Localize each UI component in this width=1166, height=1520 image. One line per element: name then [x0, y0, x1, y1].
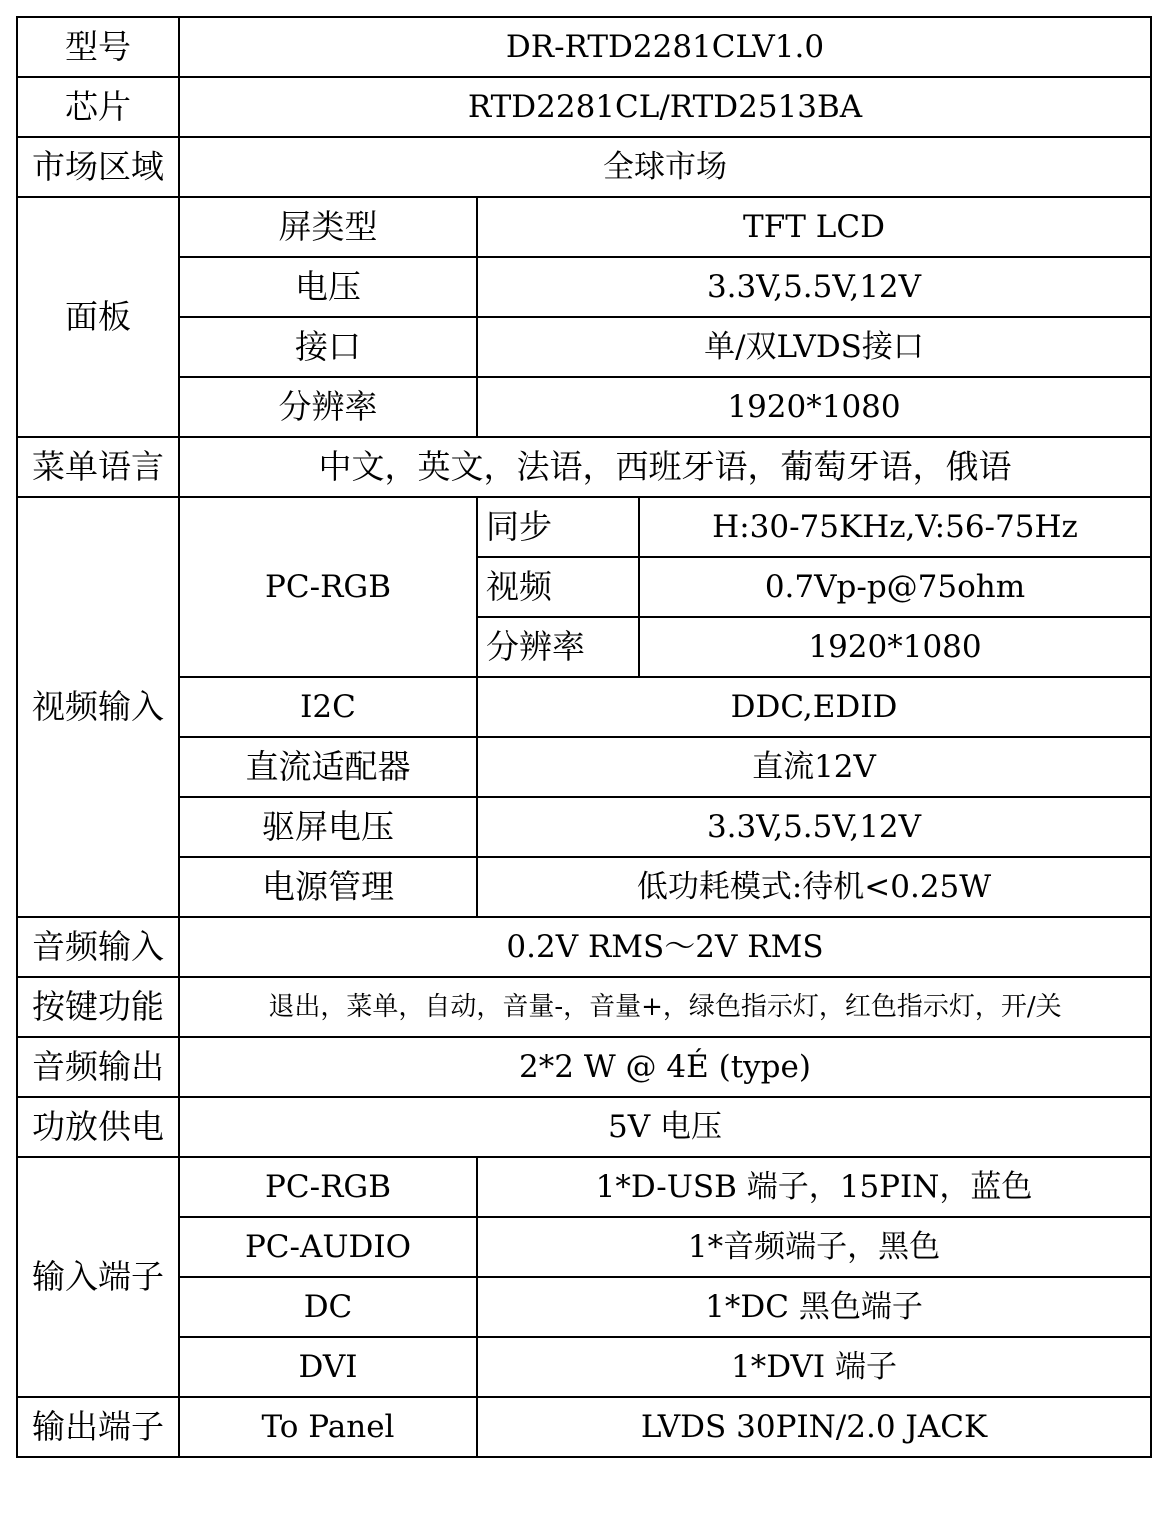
row-label-key-function: 按键功能	[17, 977, 179, 1037]
pc-rgb-sub-value: 0.7Vp-p@75ohm	[639, 557, 1151, 617]
panel-sub-label: 分辨率	[179, 377, 477, 437]
input-port-label: DC	[179, 1277, 477, 1337]
row-label-audio-input: 音频输入	[17, 917, 179, 977]
table-row	[17, 377, 1151, 437]
row-value-model: DR-RTD2281CLV1.0	[179, 17, 1151, 77]
panel-sub-value: 单/双LVDS接口	[477, 317, 1151, 377]
row-value-amp-power: 5V 电压	[179, 1097, 1151, 1157]
row-label-chip: 芯片	[17, 77, 179, 137]
pc-rgb-sub-label: 分辨率	[477, 617, 639, 677]
video-sub-label: 直流适配器	[179, 737, 477, 797]
table-row	[17, 77, 1151, 137]
table-row	[17, 1337, 1151, 1397]
output-port-label: To Panel	[179, 1397, 477, 1457]
table-row	[17, 737, 1151, 797]
video-sub-label: 驱屏电压	[179, 797, 477, 857]
table-row	[17, 497, 1151, 557]
row-value-market: 全球市场	[179, 137, 1151, 197]
table-row	[17, 1157, 1151, 1217]
input-port-value: 1*音频端子，黑色	[477, 1217, 1151, 1277]
row-label-input-ports: 输入端子	[17, 1157, 179, 1397]
table-row	[17, 137, 1151, 197]
table-row	[17, 677, 1151, 737]
video-sub-value: 低功耗模式:待机<0.25W	[477, 857, 1151, 917]
input-port-value: 1*DC 黑色端子	[477, 1277, 1151, 1337]
panel-sub-label: 接口	[179, 317, 477, 377]
panel-sub-value: TFT LCD	[477, 197, 1151, 257]
video-sub-label: 电源管理	[179, 857, 477, 917]
table-row	[17, 1097, 1151, 1157]
table-row	[17, 317, 1151, 377]
input-port-value: 1*DVI 端子	[477, 1337, 1151, 1397]
table-row	[17, 917, 1151, 977]
table-row	[17, 437, 1151, 497]
row-value-key-function: 退出，菜单，自动，音量-，音量+，绿色指示灯，红色指示灯，开/关	[179, 977, 1151, 1037]
row-label-output-ports: 输出端子	[17, 1397, 179, 1457]
row-label-menu-language: 菜单语言	[17, 437, 179, 497]
pc-rgb-sub-label: 同步	[477, 497, 639, 557]
row-label-model: 型号	[17, 17, 179, 77]
row-label-audio-output: 音频输出	[17, 1037, 179, 1097]
row-value-chip: RTD2281CL/RTD2513BA	[179, 77, 1151, 137]
video-sub-label: I2C	[179, 677, 477, 737]
video-sub-value: 3.3V,5.5V,12V	[477, 797, 1151, 857]
panel-sub-label: 电压	[179, 257, 477, 317]
pc-rgb-sub-value: 1920*1080	[639, 617, 1151, 677]
pc-rgb-sub-value: H:30-75KHz,V:56-75Hz	[639, 497, 1151, 557]
table-row	[17, 1037, 1151, 1097]
video-pc-rgb-label: PC-RGB	[179, 497, 477, 677]
table-row	[17, 257, 1151, 317]
row-value-audio-output: 2*2 W @ 4É (type)	[179, 1037, 1151, 1097]
table-row	[17, 977, 1151, 1037]
row-value-menu-language: 中文，英文，法语，西班牙语，葡萄牙语，俄语	[179, 437, 1151, 497]
table-row	[17, 857, 1151, 917]
row-label-panel: 面板	[17, 197, 179, 437]
panel-sub-label: 屏类型	[179, 197, 477, 257]
row-label-video-input: 视频输入	[17, 497, 179, 917]
table-row	[17, 17, 1151, 77]
table-row	[17, 1217, 1151, 1277]
pc-rgb-sub-label: 视频	[477, 557, 639, 617]
input-port-label: PC-AUDIO	[179, 1217, 477, 1277]
row-label-market: 市场区域	[17, 137, 179, 197]
video-sub-value: DDC,EDID	[477, 677, 1151, 737]
table-row	[17, 1397, 1151, 1457]
table-row	[17, 1277, 1151, 1337]
input-port-label: PC-RGB	[179, 1157, 477, 1217]
output-port-value: LVDS 30PIN/2.0 JACK	[477, 1397, 1151, 1457]
input-port-label: DVI	[179, 1337, 477, 1397]
panel-sub-value: 1920*1080	[477, 377, 1151, 437]
input-port-value: 1*D-USB 端子，15PIN，蓝色	[477, 1157, 1151, 1217]
row-label-amp-power: 功放供电	[17, 1097, 179, 1157]
table-row	[17, 797, 1151, 857]
table-row	[17, 197, 1151, 257]
row-value-audio-input: 0.2V RMS～2V RMS	[179, 917, 1151, 977]
spec-table	[16, 16, 1152, 1458]
video-sub-value: 直流12V	[477, 737, 1151, 797]
panel-sub-value: 3.3V,5.5V,12V	[477, 257, 1151, 317]
